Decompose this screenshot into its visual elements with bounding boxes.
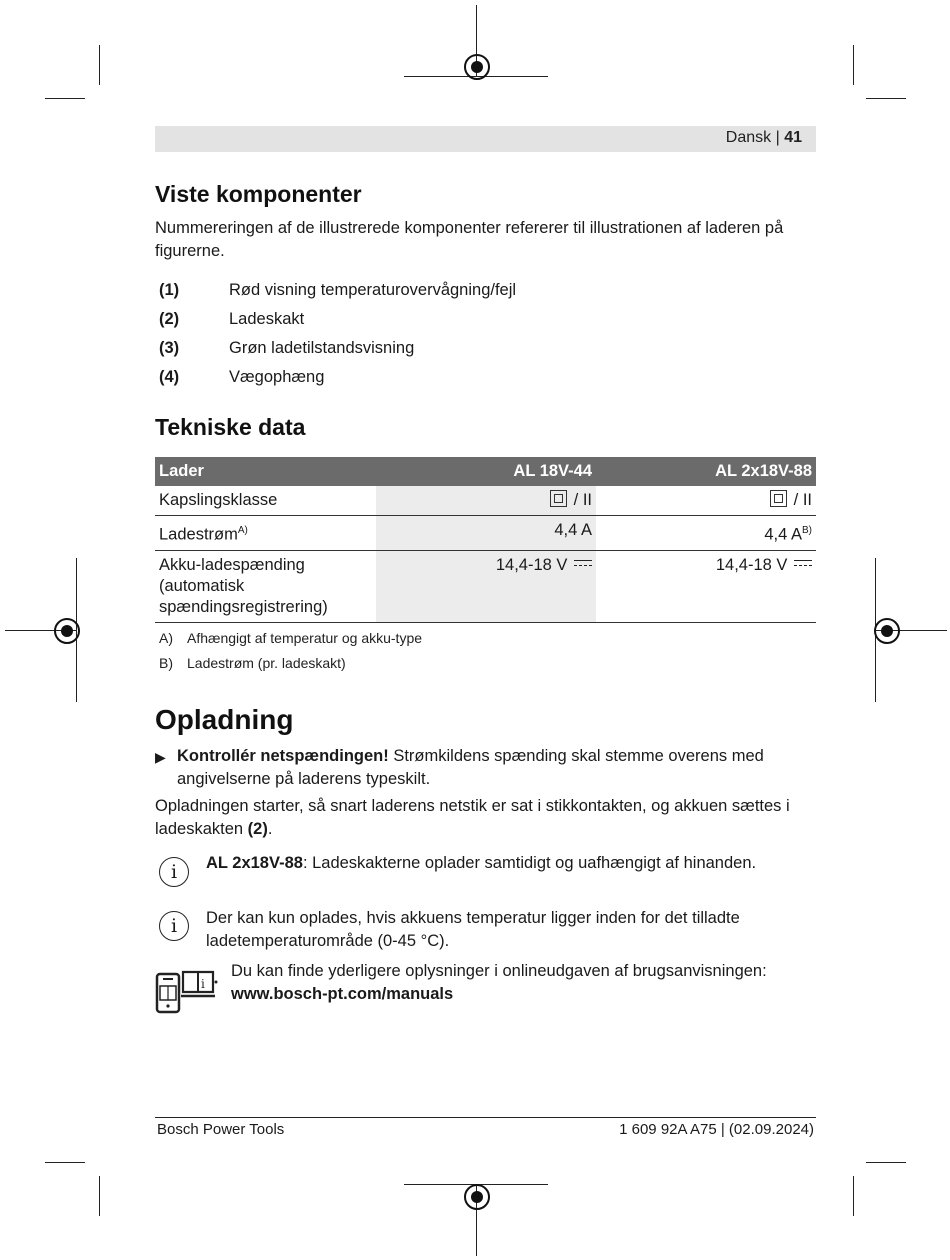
footnote-ref: A) — [237, 525, 248, 536]
protection-class-icon — [550, 490, 567, 507]
component-label: Grøn ladetilstandsvisning — [229, 339, 415, 357]
table-row — [155, 550, 816, 622]
warning-bold: Kontrollér netspændingen! — [177, 747, 389, 765]
table-row — [155, 486, 816, 516]
component-number: (4) — [159, 368, 180, 386]
page-header — [155, 126, 816, 152]
components-intro: Nummereringen af de illustrerede komponenter refererer til illustrationen af laderen på figurerne. — [155, 219, 784, 260]
tech-data-table — [155, 457, 816, 623]
crop-mark — [45, 98, 85, 99]
crop-mark — [45, 1162, 85, 1163]
manual-link[interactable]: www.bosch-pt.com/manuals — [231, 985, 454, 1003]
crop-mark — [99, 1176, 100, 1216]
registration-mark-icon — [464, 1184, 490, 1210]
row-label: Kapslingsklasse — [155, 486, 376, 516]
dc-symbol-icon — [794, 560, 812, 568]
info-icon: i — [159, 857, 189, 887]
row-label: Ladestrøm — [159, 525, 238, 544]
warning-paragraph — [177, 745, 815, 791]
component-number: (1) — [159, 281, 180, 299]
info-note — [206, 852, 816, 875]
component-label: Rød visning temperaturovervågning/fejl — [229, 281, 517, 299]
footnote — [159, 655, 346, 671]
table-cell — [155, 516, 376, 551]
header-text: Dansk | 41 — [725, 129, 802, 146]
charging-text: Opladningen starter, så snart laderens netstik er sat i stikkontakten, og akkuen sættes i ladeskakten — [155, 797, 790, 838]
row-label: Akku-ladespænding (automatisk spændingsregistrering) — [155, 550, 376, 622]
footnote-key: B) — [159, 655, 173, 671]
cell-value: 4,4 A — [764, 525, 802, 544]
info-note: Der kan kun oplades, hvis akkuens temperatur ligger inden for det tilladte ladetemperaturområde (0-45 °C). — [206, 909, 740, 950]
table-cell — [596, 550, 816, 622]
table-row — [155, 516, 816, 551]
footer-right: 1 609 92A A75 | (02.09.2024) — [619, 1121, 814, 1138]
footer-rule — [155, 1117, 816, 1118]
table-cell — [376, 486, 596, 516]
charging-title: Opladning — [155, 704, 294, 735]
column-header: Lader — [155, 457, 376, 486]
registration-mark-icon — [874, 618, 900, 644]
component-number: (2) — [159, 310, 180, 328]
cell-value: 14,4-18 V — [495, 555, 568, 574]
cell-value: / II — [793, 491, 812, 509]
component-number: (3) — [159, 339, 180, 357]
protection-class-icon — [770, 490, 787, 507]
footnote-ref: B) — [802, 525, 812, 536]
charging-text-end: . — [267, 820, 273, 838]
footnote-text: Afhængigt af temperatur og akku-type — [187, 630, 423, 646]
manual-text: Du kan finde yderligere oplysninger i onlineudgaven af brugsanvisningen: — [231, 962, 767, 980]
tech-data-title: Tekniske data — [155, 414, 306, 440]
bullet-arrow-icon: ▶ — [155, 749, 166, 765]
crop-mark — [853, 45, 854, 85]
page-number: 41 — [784, 129, 802, 146]
column-header: AL 2x18V-88 — [596, 457, 816, 486]
cell-value: 4,4 A — [376, 516, 596, 551]
crop-mark — [866, 98, 906, 99]
registration-mark-icon — [54, 618, 80, 644]
svg-text:i: i — [201, 977, 205, 991]
component-label: Ladeskakt — [229, 310, 305, 328]
registration-mark-icon — [464, 54, 490, 80]
cell-value: 14,4-18 V — [715, 555, 788, 574]
header-section: Dansk — [725, 129, 772, 146]
footnote — [159, 630, 422, 646]
manual-device-icon — [155, 962, 219, 1016]
charging-paragraph — [155, 795, 815, 841]
components-title: Viste komponenter — [155, 181, 362, 207]
crop-mark — [853, 1176, 854, 1216]
table-cell — [376, 550, 596, 622]
table-cell — [596, 486, 816, 516]
cell-value: / II — [573, 491, 592, 509]
crop-mark — [99, 45, 100, 85]
note-model: AL 2x18V-88 — [206, 854, 303, 872]
footer-left: Bosch Power Tools — [157, 1121, 285, 1138]
component-label: Vægophæng — [229, 368, 325, 386]
warning-text: Strømkildens spænding skal stemme overens med angivelserne på laderens typeskilt. — [177, 747, 764, 788]
crop-mark — [866, 1162, 906, 1163]
column-header: AL 18V-44 — [376, 457, 596, 486]
info-icon: i — [159, 911, 189, 941]
footnote-text: Ladestrøm (pr. ladeskakt) — [187, 655, 346, 671]
table-header-row — [155, 457, 816, 486]
note-text: : Ladeskakterne oplader samtidigt og uafhængigt af hinanden. — [302, 854, 757, 872]
footnote-key: A) — [159, 630, 173, 646]
dc-symbol-icon — [574, 560, 592, 568]
component-ref: (2) — [247, 820, 268, 838]
manual-note — [231, 960, 816, 1006]
table-cell — [596, 516, 816, 551]
